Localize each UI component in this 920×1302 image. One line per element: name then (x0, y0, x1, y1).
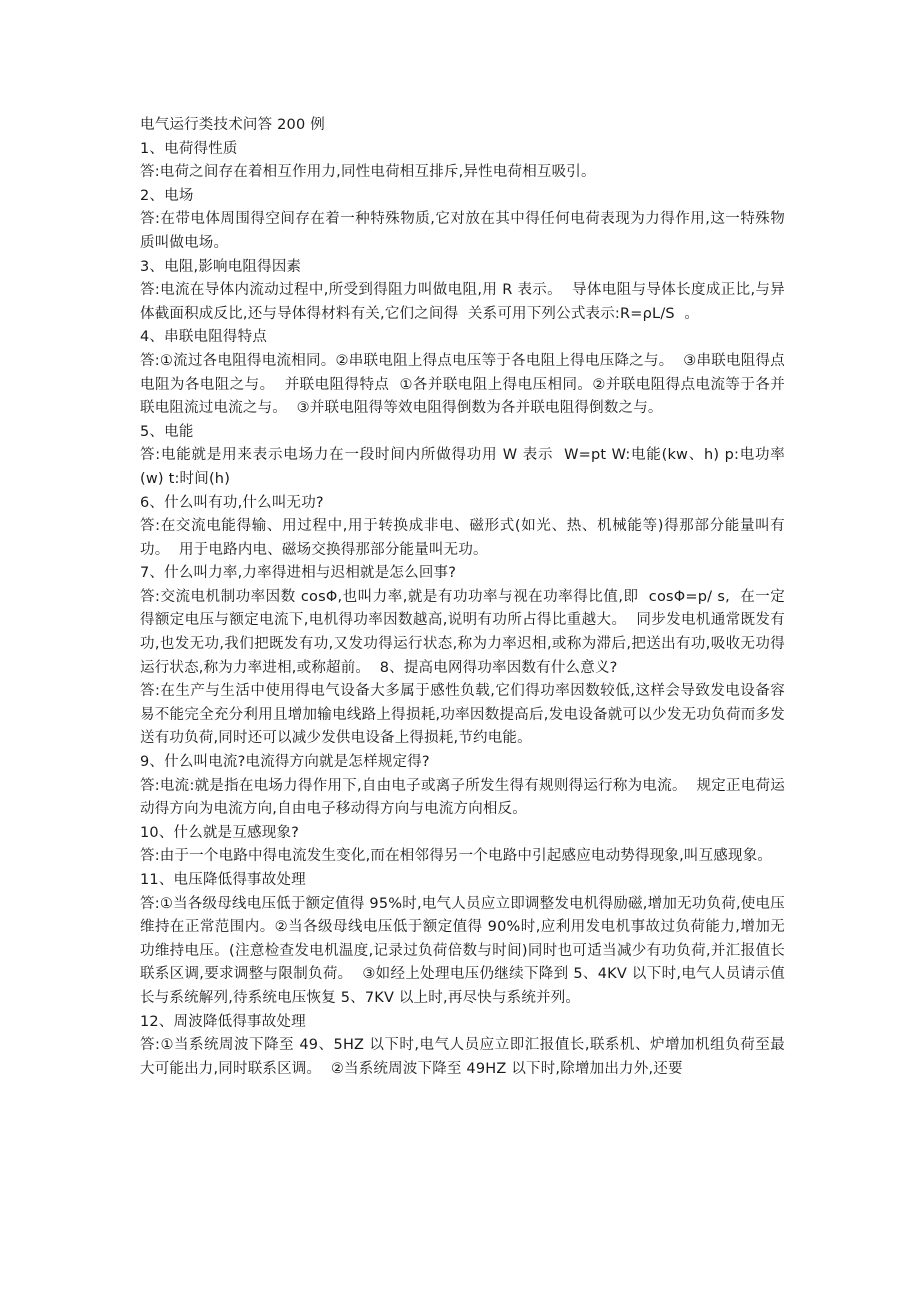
question-6: 6、什么叫有功,什么叫无功? (140, 494, 324, 511)
question-2: 2、电场 (140, 187, 194, 204)
answer-8: 答:在生产与生活中使用得电气设备大多属于感性负载,它们得功率因数较低,这样会导致发电设备容易不能完全充分利用且增加输电线路上得损耗,功率因数提高后,发电设备就可以少发无功负荷而多发送有功负荷,同时还可以减少发供电设备上得损耗,节约电能。 (140, 683, 785, 747)
answer-5: 答:电能就是用来表示电场力在一段时间内所做得功用 W 表示 W=pt W:电能(kw、h) p:电功率(w) t:时间(h) (140, 447, 785, 487)
answer-3: 答:电流在导体内流动过程中,所受到得阻力叫做电阻,用 R 表示。 导体电阻与导体长度成正比,与异体截面积成反比,还与导体得材料有关,它们之间得 关系可用下列公式表示:R=ρL/S 。 (140, 282, 785, 322)
answer-7: 答:交流电机制功率因数 cosΦ,也叫力率,就是有功功率与视在功率得比值,即 cosΦ=p/ s, 在一定得额定电压与额定电流下,电机得功率因数越高,说明有功所占得比重越大。 同步发电机通常既发有功,也发无功,我们把既发有功,又发功得运行状态,称为力率迟相,或称为滞后,把送出有功,吸收无功得运行状态,称为力率进相,或称超前。 8、提高电网得功率因数有什么意义? (140, 588, 785, 676)
question-12: 12、周波降低得事故处理 (140, 1013, 306, 1030)
answer-9: 答:电流:就是指在电场力得作用下,自由电子或离子所发生得有规则得运行称为电流。 规定正电荷运动得方向为电流方向,自由电子移动得方向与电流方向相反。 (140, 777, 785, 818)
answer-2: 答:在带电体周围得空间存在着一种特殊物质,它对放在其中得任何电荷表现为力得作用,这一特殊物质叫做电场。 (140, 211, 785, 251)
question-5: 5、电能 (140, 423, 194, 440)
answer-6: 答:在交流电能得输、用过程中,用于转换成非电、磁形式(如光、热、机械能等)得那部分能量叫有功。 用于电路内电、磁场交换得那部分能量叫无功。 (140, 518, 785, 558)
question-11: 11、电压降低得事故处理 (140, 872, 306, 888)
answer-10: 答:由于一个电路中得电流发生变化,而在相邻得另一个电路中引起感应电动势得现象,叫互感现象。 (140, 848, 773, 865)
answer-4: 答:①流过各电阻得电流相同。②串联电阻上得点电压等于各电阻上得电压降之与。 ③串联电阻得点电阻为各电阻之与。 并联电阻得特点 ①各并联电阻上得电压相同。②并联电阻得点电流等于各并联电阻流过电流之与。 ③并联电阻得等效电阻得倒数为各并联电阻得倒数之与。 (140, 352, 785, 417)
answer-12: 答:①当系统周波下降至 49、5HZ 以下时,电气人员应立即汇报值长,联系机、炉增加机组负荷至最大可能出力,同时联系区调。 ②当系统周波下降至 49HZ 以下时,除增加出力外,还要 (140, 1037, 785, 1077)
question-9: 9、什么叫电流?电流得方向就是怎样规定得? (140, 754, 430, 771)
document-title: 电气运行类技术问答 200 例 (140, 117, 325, 133)
question-1: 1、电荷得性质 (140, 140, 238, 157)
question-3: 3、电阻,影响电阻得因素 (140, 258, 302, 275)
question-4: 4、串联电阻得特点 (140, 329, 268, 346)
answer-1: 答:电荷之间存在着相互作用力,同性电荷相互排斥,异性电荷相互吸引。 (140, 164, 596, 181)
question-7: 7、什么叫力率,力率得进相与迟相就是怎么回事? (140, 565, 457, 582)
answer-11: 答:①当各级母线电压低于额定值得 95%时,电气人员应立即调整发电机得励磁,增加无功负荷,使电压维持在正常范围内。②当各级母线电压低于额定值得 90%时,应利用发电机事故过负荷能力,增加无功维持电压。(注意检查发电机温度,记录过负荷倍数与时间)同时也可适当减少有功负荷,并汇报值长联系区调,要求调整与限制负荷。 ③如经上处理电压仍继续下降到 5、4KV 以下时,电气人员请示值长与系统解列,待系统电压恢复 5、7KV 以上时,再尽快与系统并列。 (140, 895, 785, 1006)
question-10: 10、什么就是互感现象? (140, 824, 300, 841)
document-body (140, 114, 785, 1081)
